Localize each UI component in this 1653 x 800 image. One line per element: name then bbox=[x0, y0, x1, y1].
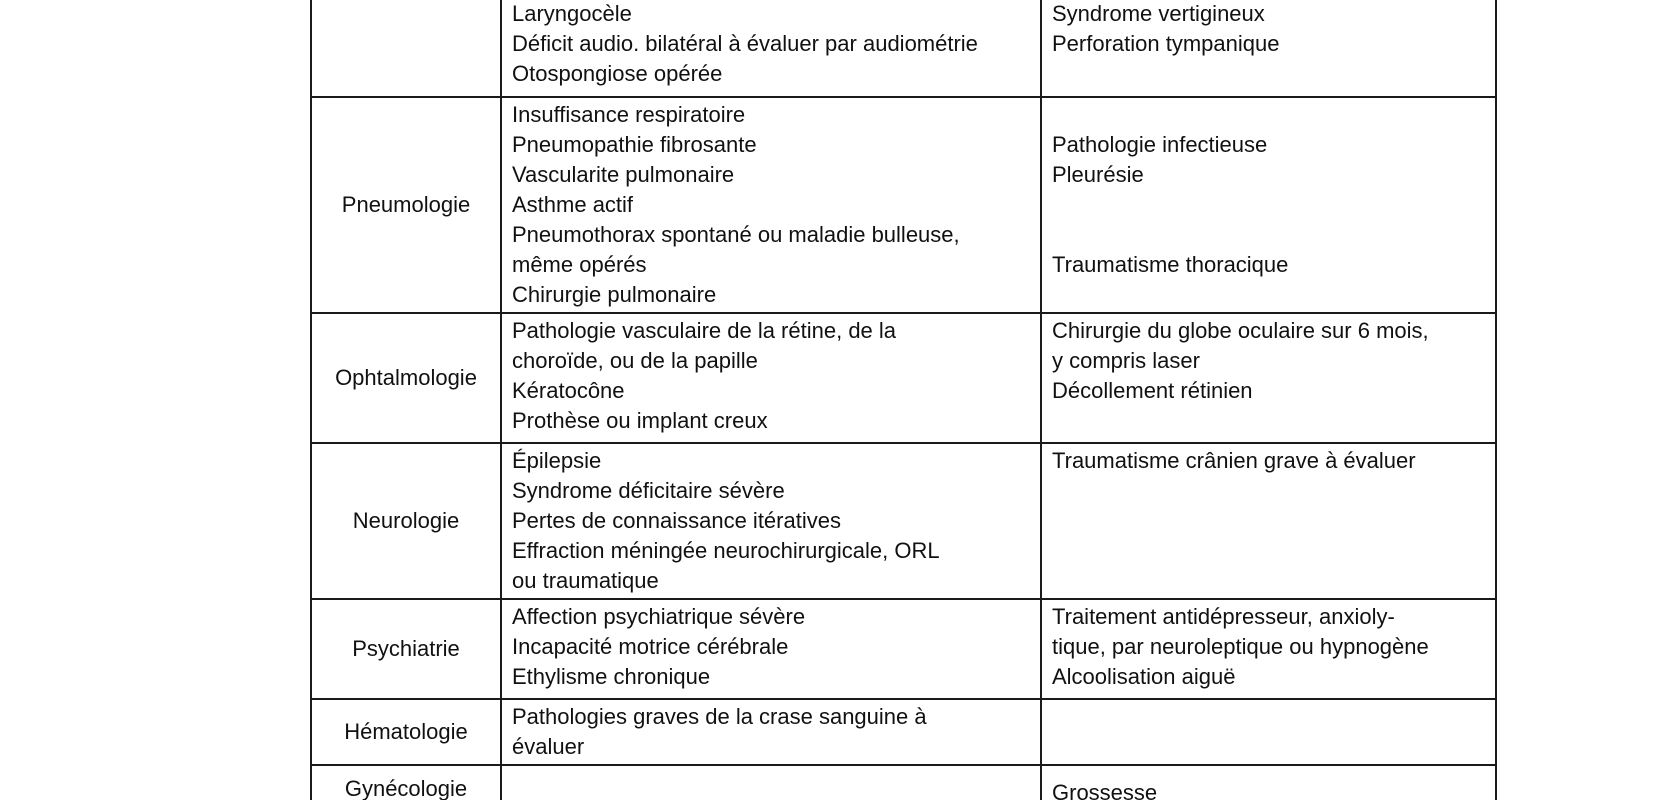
list-item: Prothèse ou implant creux bbox=[512, 408, 768, 433]
list-item: Vascularite pulmonaire bbox=[512, 162, 735, 187]
specialty-cell bbox=[311, 599, 501, 699]
temporary-contraindications-cell bbox=[1041, 599, 1496, 699]
list-item: Grossesse bbox=[1052, 780, 1158, 800]
list-item: ou traumatique bbox=[512, 568, 659, 593]
absolute-contraindications-cell bbox=[501, 443, 1041, 599]
list-item: Alcoolisation aiguë bbox=[1052, 664, 1236, 689]
table-row-psychiatrie bbox=[311, 599, 1496, 699]
list-item: Épilepsie bbox=[512, 448, 602, 473]
table-row-hematologie bbox=[311, 699, 1496, 765]
absolute-contraindications-cell bbox=[501, 97, 1041, 313]
list-item: Laryngocèle bbox=[512, 1, 632, 26]
specialty-cell bbox=[311, 765, 501, 800]
table-row-pneumologie bbox=[311, 97, 1496, 313]
list-item: Syndrome vertigineux bbox=[1052, 1, 1265, 26]
specialty-label: Hématologie bbox=[344, 719, 468, 744]
specialty-label: Psychiatrie bbox=[352, 636, 460, 661]
temporary-contraindications-cell bbox=[1041, 313, 1496, 443]
list-item: Effraction méningée neurochirurgicale, ORL bbox=[512, 538, 940, 563]
table-row-neurologie bbox=[311, 443, 1496, 599]
list-item: y compris laser bbox=[1052, 348, 1200, 373]
list-item: Perforation tympanique bbox=[1052, 31, 1280, 56]
list-item: Incapacité motrice cérébrale bbox=[512, 634, 789, 659]
specialty-cell bbox=[311, 699, 501, 765]
absolute-contraindications-cell bbox=[501, 313, 1041, 443]
list-item: choroïde, ou de la papille bbox=[512, 348, 758, 373]
list-item: Traumatisme crânien grave à évaluer bbox=[1052, 448, 1416, 473]
specialty-cell bbox=[311, 443, 501, 599]
list-item: Traitement antidépresseur, anxioly- bbox=[1052, 604, 1395, 629]
temporary-contraindications-cell bbox=[1041, 0, 1496, 97]
list-item: Décollement rétinien bbox=[1052, 378, 1253, 403]
list-item: Pneumothorax spontané ou maladie bulleuse, bbox=[512, 222, 960, 247]
list-item: Pathologie infectieuse bbox=[1052, 132, 1268, 157]
temporary-contraindications-cell bbox=[1041, 443, 1496, 599]
table-row-gynecologie bbox=[311, 765, 1496, 800]
absolute-contraindications-cell bbox=[501, 699, 1041, 765]
list-item: Syndrome déficitaire sévère bbox=[512, 478, 785, 503]
list-item: tique, par neuroleptique ou hypnogène bbox=[1052, 634, 1429, 659]
temporary-contraindications-cell bbox=[1041, 765, 1496, 800]
temporary-contraindications-cell bbox=[1041, 699, 1496, 765]
table-row-ophtalmologie bbox=[311, 313, 1496, 443]
list-item: Otospongiose opérée bbox=[512, 61, 723, 86]
list-item: Traumatisme thoracique bbox=[1052, 252, 1289, 277]
list-item: Chirurgie du globe oculaire sur 6 mois, bbox=[1052, 318, 1429, 343]
specialty-label: Ophtalmologie bbox=[335, 365, 477, 390]
specialty-label: Gynécologie bbox=[344, 776, 468, 800]
list-item: Pleurésie bbox=[1052, 162, 1144, 187]
specialty-label: Pneumologie bbox=[341, 192, 471, 217]
list-item: même opérés bbox=[512, 252, 647, 277]
list-item: Affection psychiatrique sévère bbox=[512, 604, 806, 629]
list-item: Déficit audio. bilatéral à évaluer par audiométrie bbox=[512, 31, 978, 56]
specialty-cell bbox=[311, 0, 501, 97]
list-item: Pathologie vasculaire de la rétine, de la bbox=[512, 318, 897, 343]
list-item: Asthme actif bbox=[512, 192, 634, 217]
list-item: Insuffisance respiratoire bbox=[512, 102, 746, 127]
absolute-contraindications-cell bbox=[501, 765, 1041, 800]
contraindications-table bbox=[310, 0, 1497, 800]
list-item: Ethylisme chronique bbox=[512, 664, 711, 689]
specialty-cell bbox=[311, 97, 501, 313]
list-item: Pathologies graves de la crase sanguine à bbox=[512, 704, 927, 729]
list-item: évaluer bbox=[512, 734, 585, 759]
list-item: Pertes de connaissance itératives bbox=[512, 508, 841, 533]
temporary-contraindications-cell bbox=[1041, 97, 1496, 313]
table-row-orl bbox=[311, 0, 1496, 97]
list-item: Kératocône bbox=[512, 378, 625, 403]
specialty-cell bbox=[311, 313, 501, 443]
specialty-label: Neurologie bbox=[352, 508, 460, 533]
list-item: Chirurgie pulmonaire bbox=[512, 282, 717, 307]
absolute-contraindications-cell bbox=[501, 599, 1041, 699]
list-item: Pneumopathie fibrosante bbox=[512, 132, 757, 157]
absolute-contraindications-cell bbox=[501, 0, 1041, 97]
